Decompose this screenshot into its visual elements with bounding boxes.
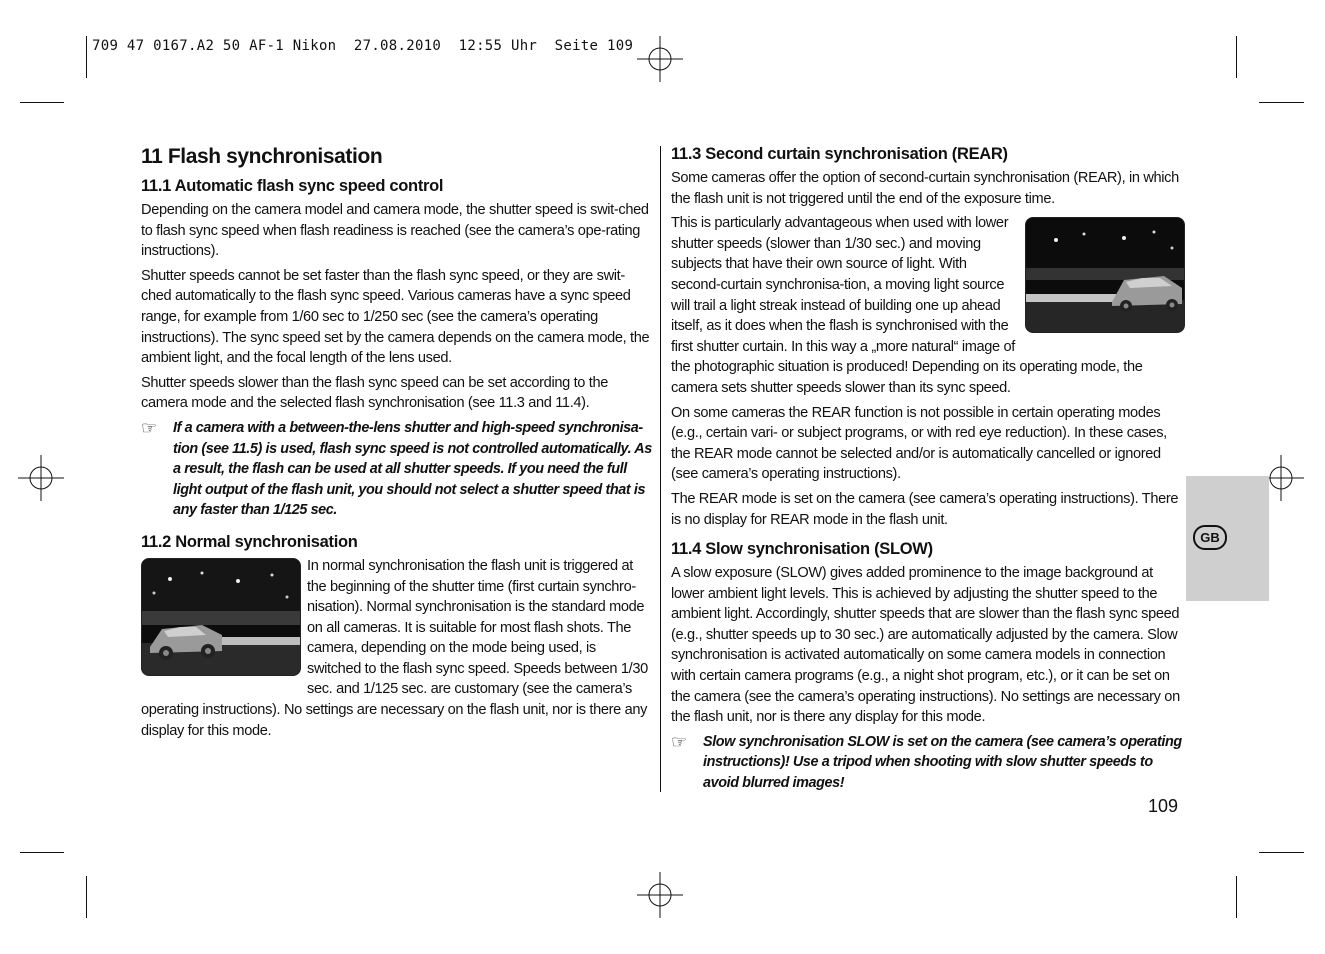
crop-mark-top-left-h [20,102,64,103]
note-block [671,732,1185,794]
column-divider [660,146,661,792]
crop-mark-top-left-v [86,36,87,78]
section-heading-11-3: 11.3 Second curtain synchronisation (REAR) [671,145,1008,163]
note-text: Slow synchronisation SLOW is set on the camera (see camera’s operating instructions)! Use a tripod when shooting with slow shutter speeds to avoid blurred images! [703,733,1182,792]
page-number: 109 [1148,796,1179,816]
paragraph: This is particularly advantageous when used with lower shutter speeds (slower than 1/30 sec.) and moving subjects that have their own source of light. With second-curtain synchronisa-tion, a moving light source will trail a light streak instead of building one up ahead itself, as it does when the flash is synchronised with the first shutter curtain. In this way a „more natural“ image of the photographic situation is produced! Depending on its operating mode, the camera sets shutter speeds slower than its sync speed. [671,215,1143,396]
paragraph: A slow exposure (SLOW) gives added prominence to the image background at lower ambient light levels. This is achieved by adjusting the shutter speed to the ambient light. Accordingly, shutter speeds that are slower than the flash sync speed (e.g., shutter speeds up to 30 sec.) are automatically adjusted by the camera. Slow synchronisation is activated automatically on some camera models in connection with certain camera programs (e.g., a night shot program, etc.), or it can be set on the camera (see the camera’s operating instructions). No settings are necessary on the flash unit, nor is there any display for this mode. [671,565,1180,726]
night-street-photo-rear-sync [1025,217,1185,333]
paragraph: Depending on the camera model and camera mode, the shutter speed is swit-ched to flash sync speed when flash readiness is reached (see the camera’s ope-rating instructions). [141,202,649,260]
registration-mark-left [18,455,64,501]
paragraph: Shutter speeds slower than the flash sync speed can be set according to the camera mode and the selected flash synchronisation (see 11.3 and 11.4). [141,374,608,412]
registration-mark-bottom [637,872,683,918]
crop-mark-bottom-left-h [20,852,64,853]
pointing-hand-icon: ☞ [671,731,688,752]
left-column [141,145,653,745]
crop-mark-bottom-right-v [1236,876,1237,918]
night-street-photo-normal-sync [141,558,301,676]
pointing-hand-icon: ☞ [141,417,158,438]
note-block [141,418,653,521]
section-heading-11-1: 11.1 Automatic flash sync speed control [141,177,444,195]
chapter-title: 11 Flash synchronisation [141,145,383,168]
language-badge: GB [1193,525,1227,550]
print-header: 709 47 0167.A2 50 AF-1 Nikon 27.08.2010 12:55 Uhr Seite 109 [92,38,634,54]
note-text: If a camera with a between-the-lens shutter and high-speed synchronisa-tion (see 11.5) is used, flash sync speed is not controlled automatically. As a result, the flash can be used at all shutter speeds. If you need the full light output of the flash unit, you should not select a shutter speed that is any faster than 1/125 sec. [173,419,652,519]
crop-mark-bottom-right-h [1259,852,1304,853]
paragraph: On some cameras the REAR function is not possible in certain operating modes (e.g., certain vari- or subject programs, or with red eye reduction). In these cases, the REAR mode cannot be selected and/or is automatically cancelled or ignored (see camera’s operating instructions). [671,404,1167,483]
paragraph: In normal synchronisation the flash unit is triggered at the beginning of the shutter time (first curtain synchro-nisation). Normal synchronisation is the standard mode on all cameras. It is suitable for most flash shots. The camera, depending on the mode being used, is switched to the flash sync speed. Speeds between 1/30 sec. and 1/125 sec. are customary (see the camera’s operating instructions). No settings are necessary on the flash unit, nor is there any display for this mode. [141,557,648,739]
section-heading-11-2: 11.2 Normal synchronisation [141,532,358,551]
registration-mark-top [637,36,683,82]
crop-mark-top-right-h [1259,102,1304,103]
paragraph: Shutter speeds cannot be set faster than the flash sync speed, or they are swit-ched automatically to the flash sync speed. Various cameras have a sync speed range, for example from 1/60 sec to 1/250 sec (see the camera’s operating instructions). The sync speed set by the camera depends on the camera mode, the ambient light, and the focal length of the lens used. [141,267,650,367]
paragraph: Some cameras offer the option of second-curtain synchronisation (REAR), in which the flash unit is not triggered until the end of the exposure time. [671,170,1179,207]
paragraph: The REAR mode is set on the camera (see camera’s operating instructions). There is no display for REAR mode in the flash unit. [671,490,1179,528]
crop-mark-top-right-v [1236,36,1237,78]
right-column [671,145,1185,800]
crop-mark-bottom-left-v [86,876,87,918]
section-heading-11-4: 11.4 Slow synchronisation (SLOW) [671,540,933,559]
